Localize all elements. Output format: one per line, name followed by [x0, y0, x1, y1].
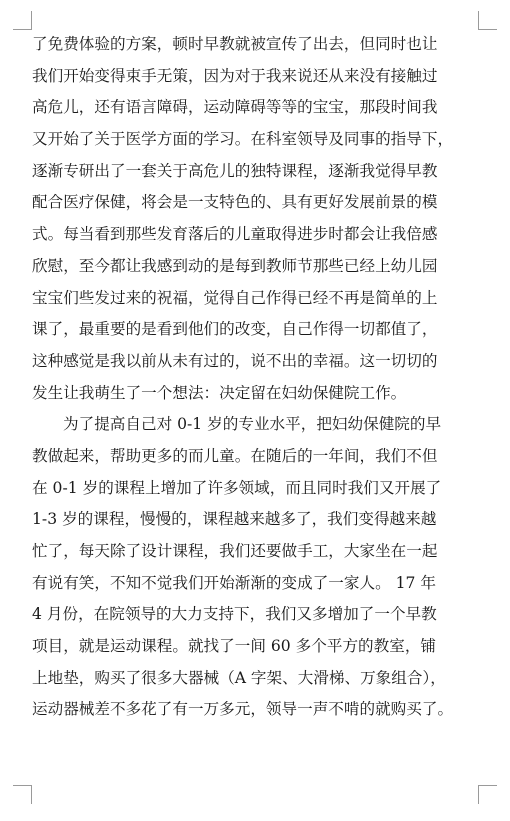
text-line: 高危儿，还有语言障碍，运动障碍等等的宝宝，那段时间我: [32, 98, 438, 117]
text-line: 项目，就是运动课程。就找了一间 60 多个平方的教室，铺: [32, 637, 437, 656]
text-line: 为了提高自己对 0-1 岁的专业水平，把妇幼保健院的早: [63, 415, 442, 434]
corner-mark-bottom-left: [13, 785, 32, 804]
text-line: 了免费体验的方案，顿时早教就被宣传了出去，但同时也让: [32, 35, 438, 53]
paragraph-2: [32, 409, 488, 726]
text-line: 这种感觉是我以前从未有过的，说不出的幸福。这一切切的: [32, 351, 438, 370]
corner-mark-bottom-right: [478, 785, 497, 804]
text-line: 上地垫，购买了很多大器械（A 字架、大滑梯、万象组合），: [32, 668, 446, 687]
document-body: [32, 29, 488, 726]
text-line: 配合医疗保健，将会是一支特色的、具有更好发展前景的模: [32, 193, 438, 212]
text-line: 发生让我萌生了一个想法：决定留在妇幼保健院工作。: [32, 383, 407, 402]
text-line: 宝宝们些发过来的祝福，觉得自己作得已经不再是简单的上: [32, 288, 438, 307]
text-line: 逐渐专研出了一套关于高危儿的独特课程，逐渐我觉得早教: [32, 161, 438, 180]
text-line: 欣慰，至今都让我感到动的是每到教师节那些已经上幼儿园: [32, 256, 438, 275]
corner-mark-top-right: [478, 11, 497, 30]
text-line: 教做起来，帮助更多的而儿童。在随后的一年间，我们不但: [32, 446, 438, 465]
text-line: 4 月份，在院领导的大力支持下，我们又多增加了一个早教: [32, 605, 437, 624]
paragraph-1: [32, 29, 488, 409]
text-line: 运动器械差不多花了有一万多元，领导一声不啃的就购买了。: [32, 700, 454, 719]
text-line: 在 0-1 岁的课程上增加了许多领域，而且同时我们又开展了: [32, 478, 442, 497]
text-line: 又开始了关于医学方面的学习。在科室领导及同事的指导下，: [32, 130, 454, 149]
corner-mark-top-left: [13, 11, 32, 30]
text-line: 有说有笑，不知不觉我们开始渐渐的变成了一家人。 17 年: [32, 573, 437, 592]
text-line: 忙了，每天除了设计课程，我们还要做手工，大家坐在一起: [32, 542, 438, 560]
text-line: 我们开始变得束手无策，因为对于我来说还从来没有接触过: [32, 66, 438, 85]
text-line: 式。每当看到那些发育落后的儿童取得进步时都会让我倍感: [32, 225, 438, 244]
text-line: 课了，最重要的是看到他们的改变，自己作得一切都值了，: [32, 320, 438, 339]
text-line: 1-3 岁的课程，慢慢的，课程越来越多了，我们变得越来越: [32, 510, 437, 529]
